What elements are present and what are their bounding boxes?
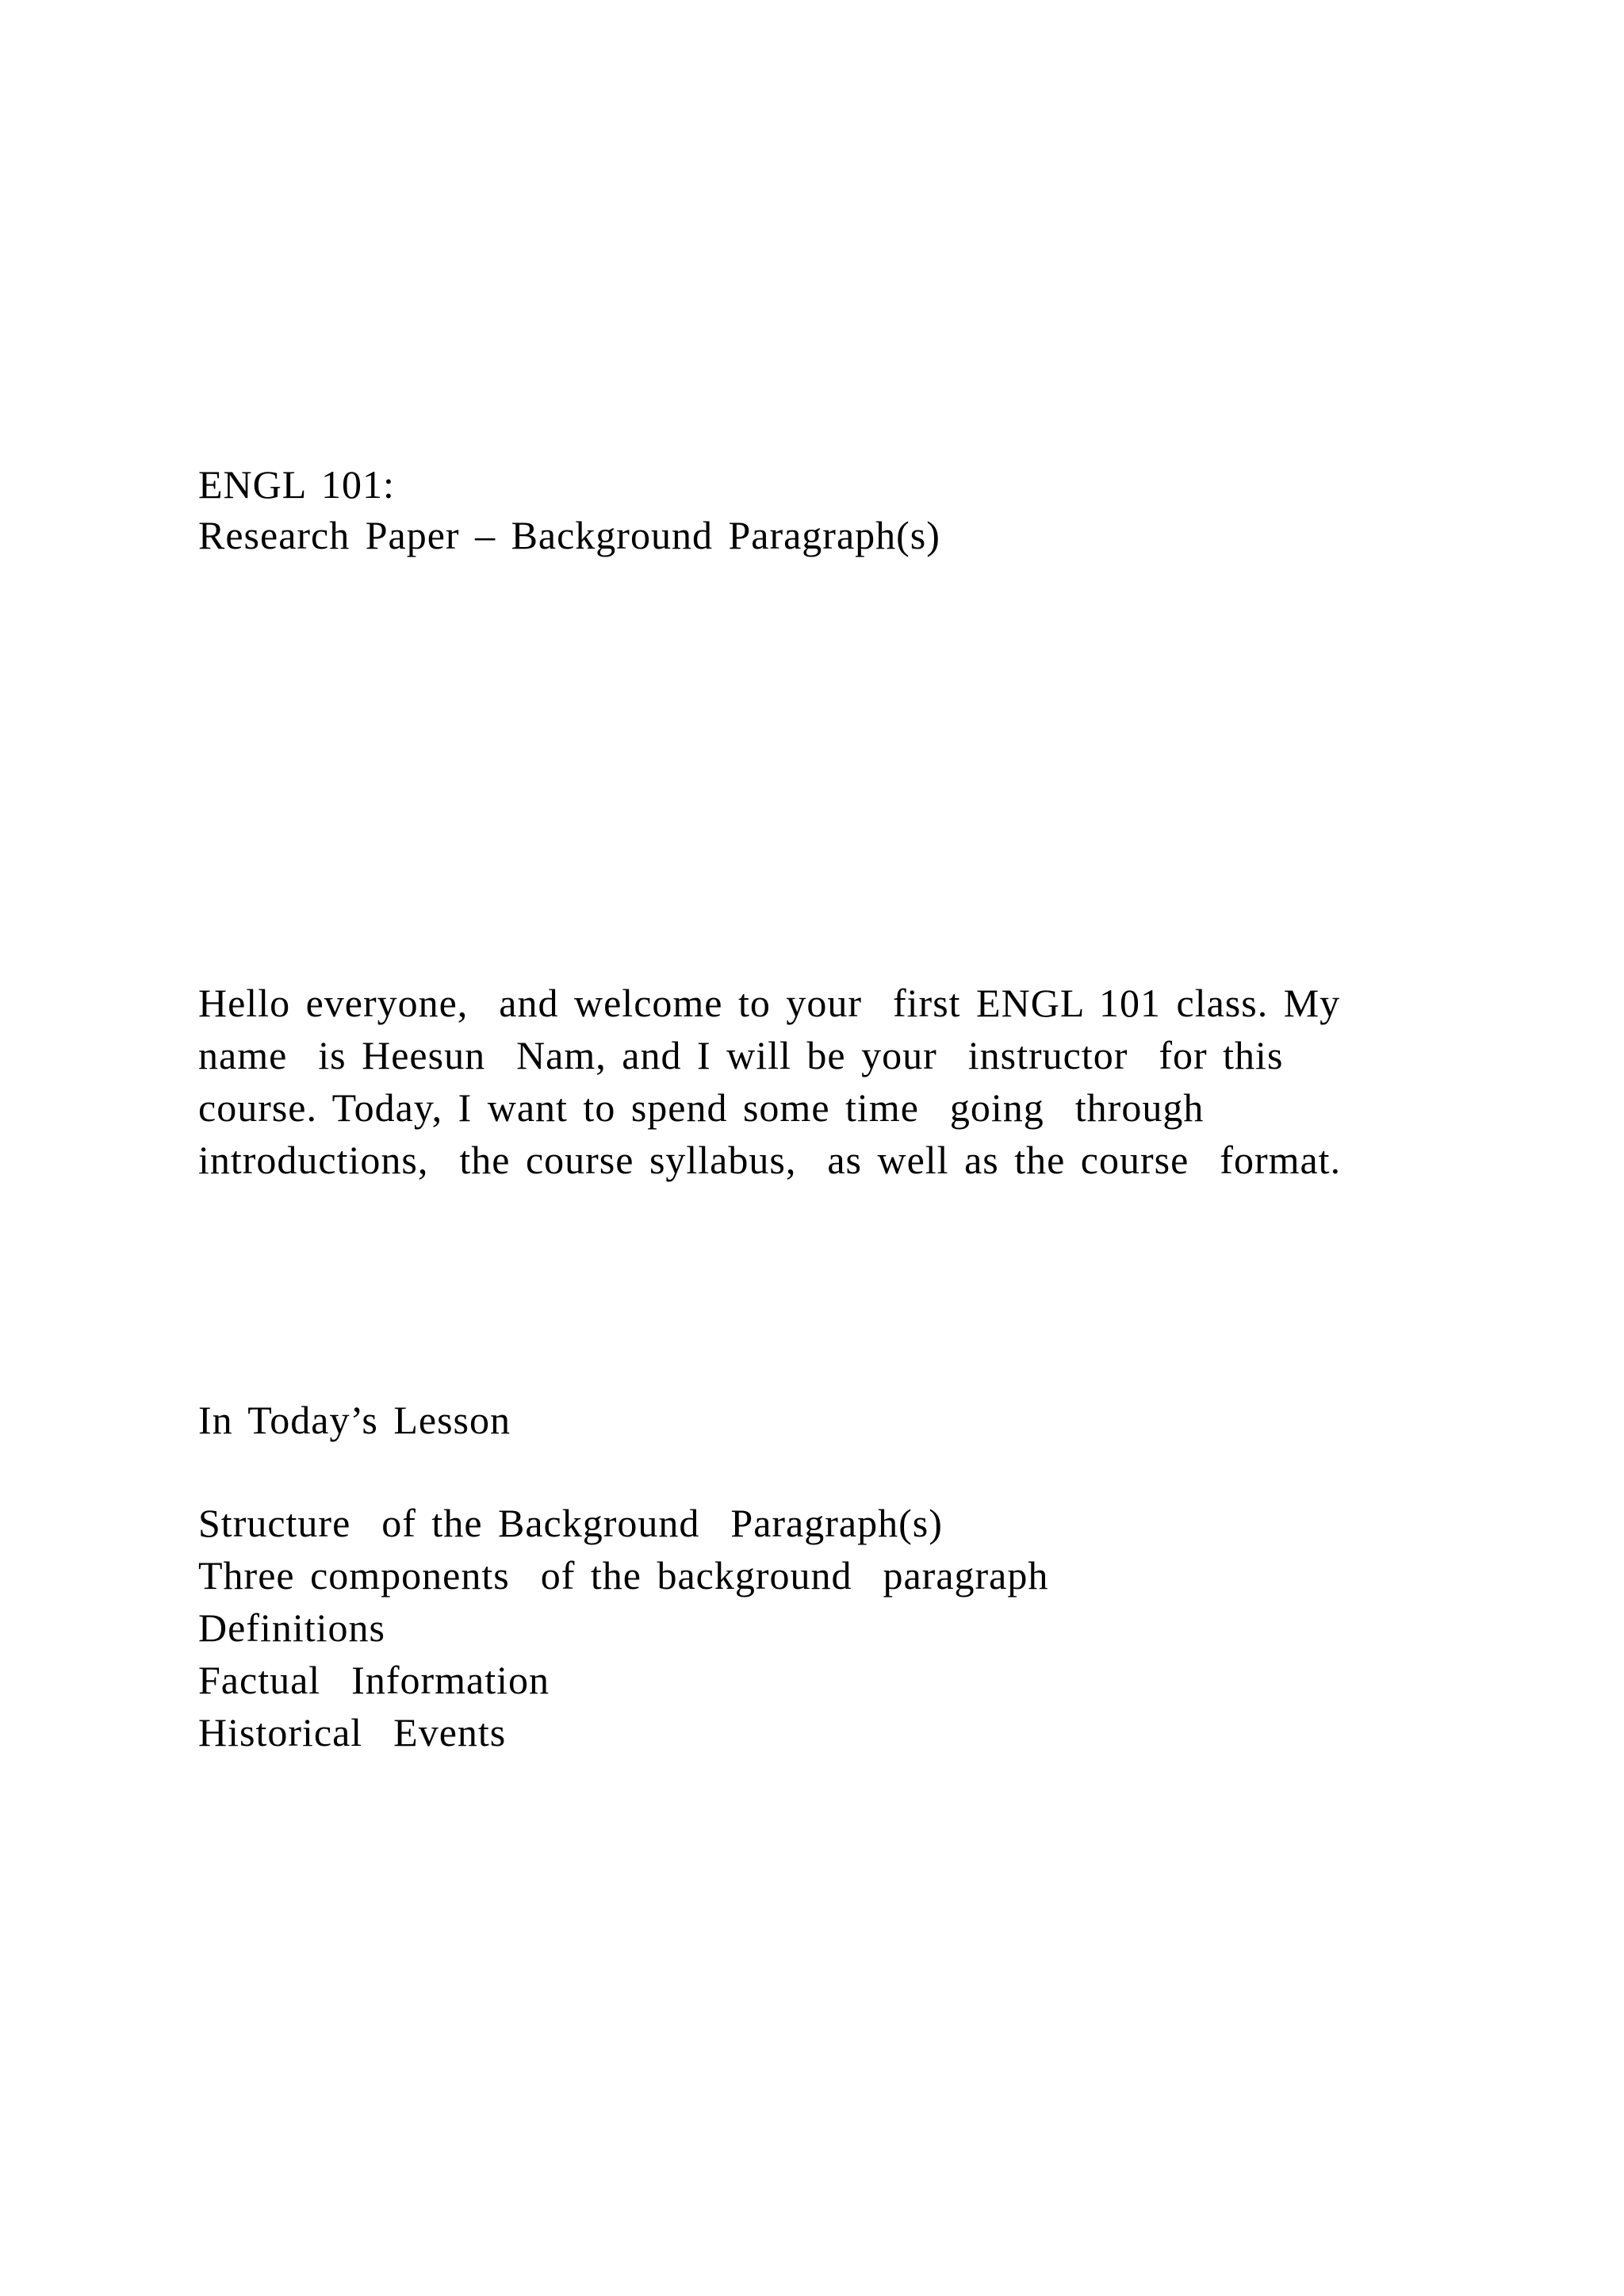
- intro-line: introductions, the course syllabus, as well as the course format.: [198, 1138, 1342, 1182]
- lesson-item: Definitions: [198, 1605, 385, 1650]
- intro-line: Hello everyone, and welcome to your first ENGL 101 class. My: [198, 981, 1341, 1025]
- lesson-item: Three components of the background paragraph: [198, 1553, 1049, 1598]
- lesson-item: Factual Information: [198, 1658, 550, 1702]
- intro-line: course. Today, I want to spend some time going through: [198, 1085, 1205, 1130]
- lesson-item: Structure of the Background Paragraph(s): [198, 1501, 943, 1545]
- lesson-item: Historical Events: [198, 1710, 507, 1755]
- document-title: Research Paper – Background Paragraph(s): [198, 513, 940, 557]
- lesson-heading: In Today’s Lesson: [198, 1398, 511, 1442]
- course-code: ENGL 101:: [198, 462, 395, 507]
- intro-line: name is Heesun Nam, and I will be your instructor for this: [198, 1033, 1284, 1077]
